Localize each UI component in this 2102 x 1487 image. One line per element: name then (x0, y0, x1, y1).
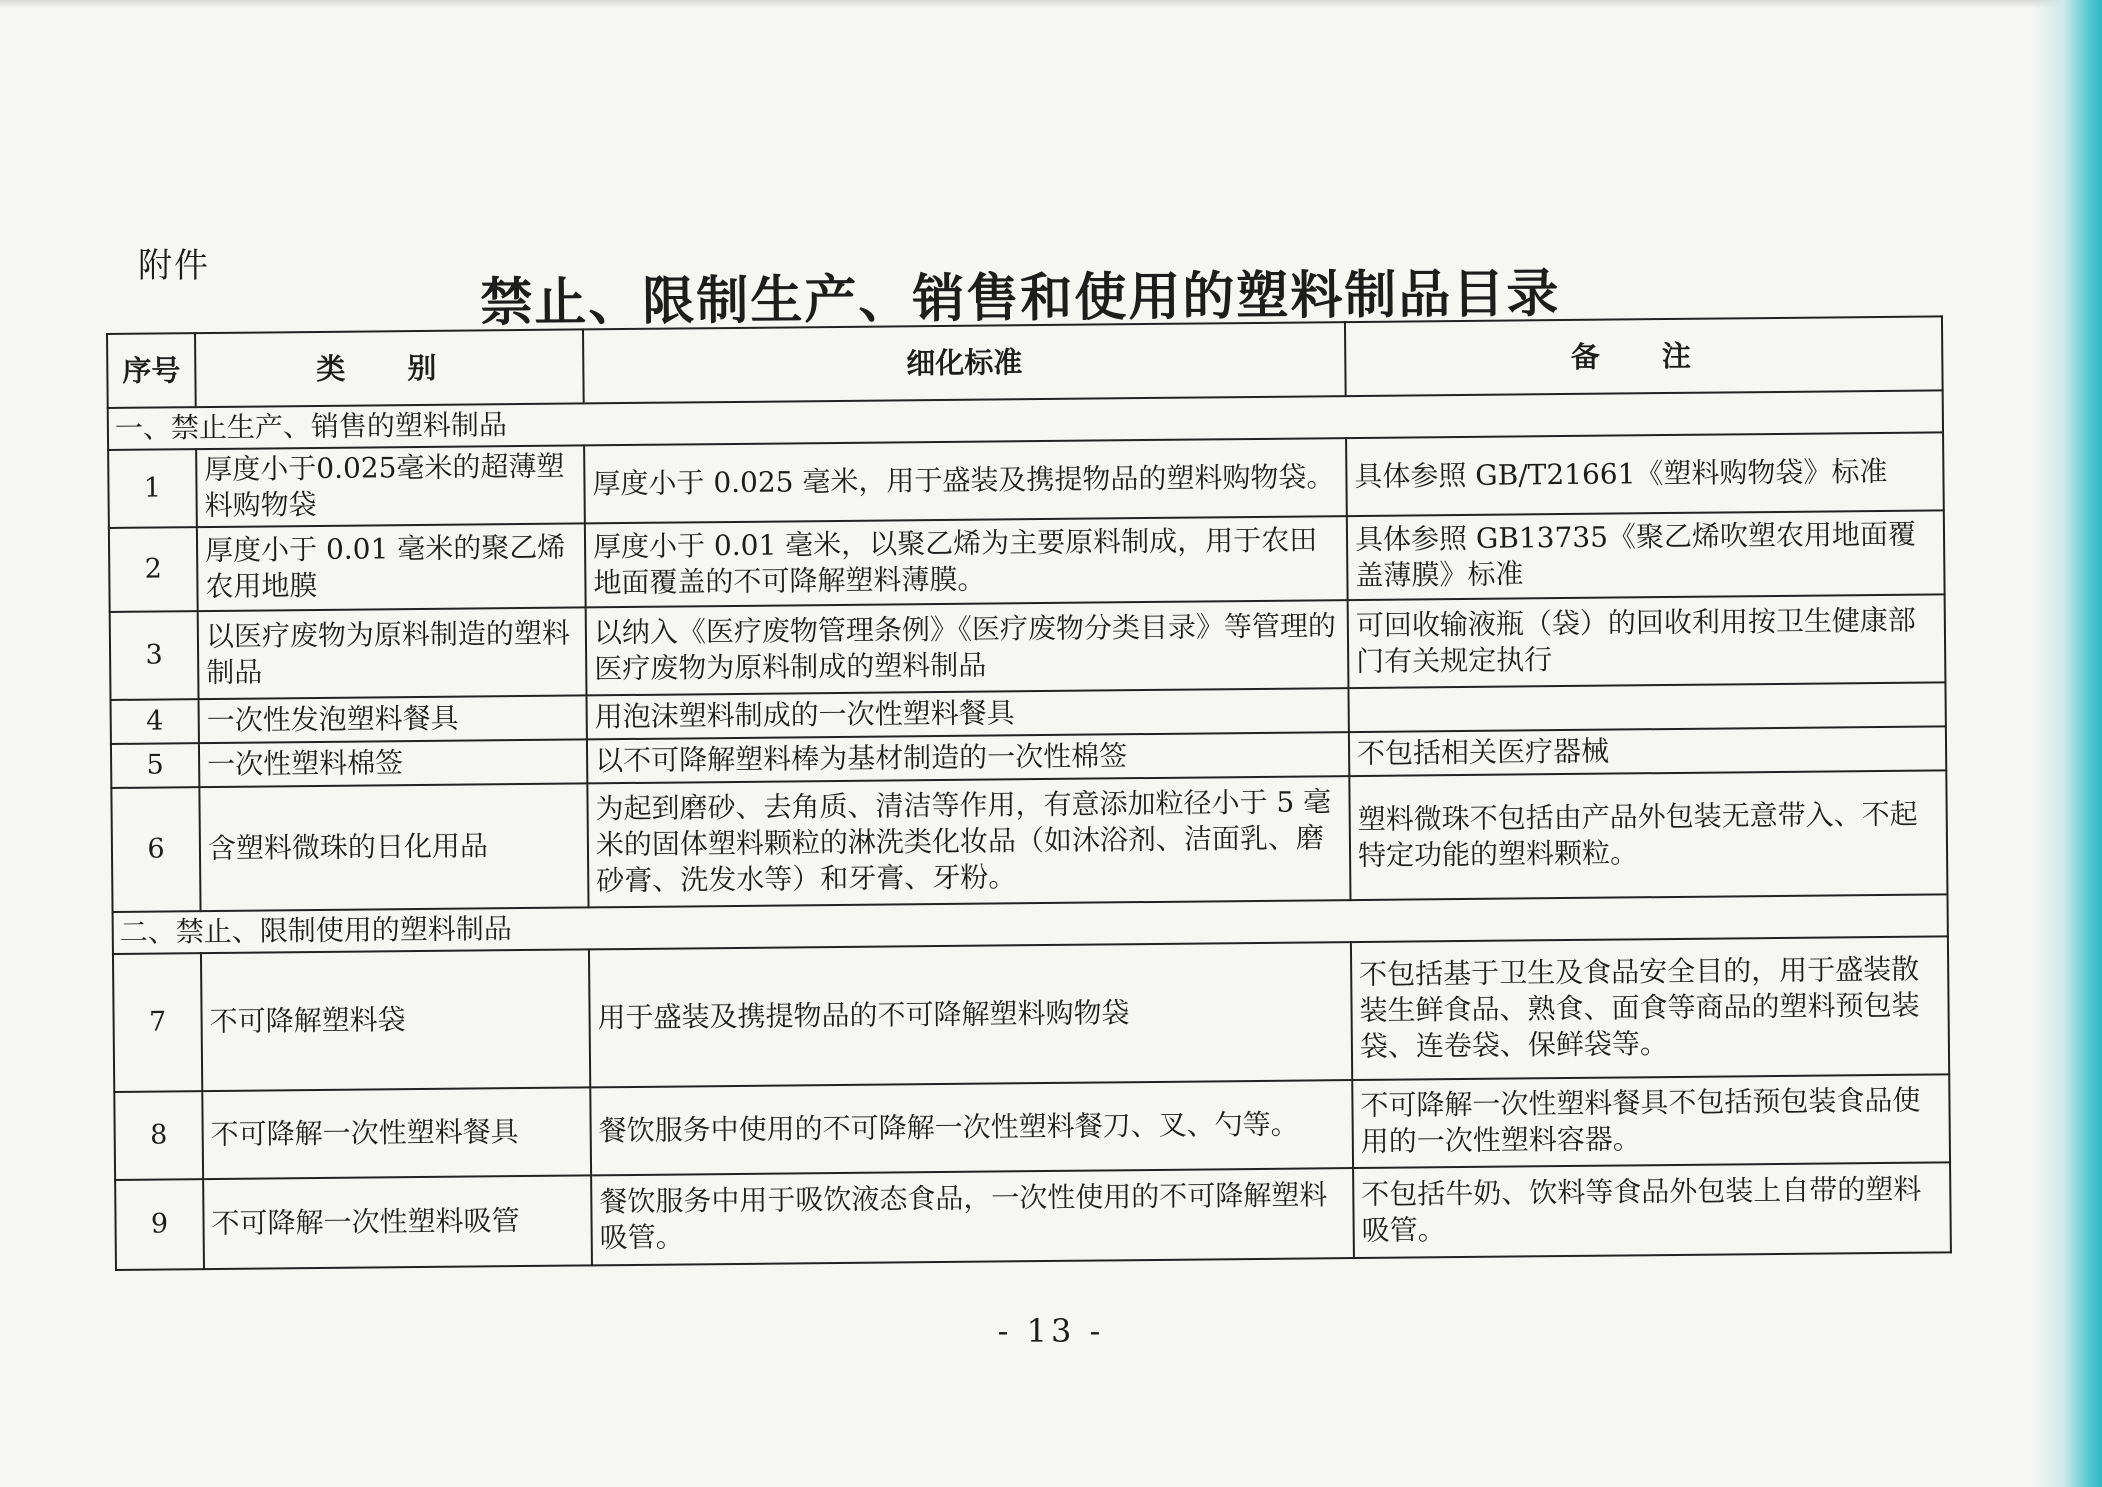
table-row (113, 936, 1949, 1092)
header-category: 类 别 (195, 329, 584, 407)
row-category: 以医疗废物为原料制造的塑料制品 (198, 607, 587, 699)
row-standard: 用泡沫塑料制成的一次性塑料餐具 (587, 688, 1349, 739)
row-number: 5 (111, 743, 199, 788)
header-note: 备 注 (1345, 316, 1943, 396)
row-note: 不可降解一次性塑料餐具不包括预包装食品使用的一次性塑料容器。 (1352, 1074, 1950, 1168)
row-category: 含塑料微珠的日化用品 (199, 783, 588, 911)
attachment-label: 附件 (138, 246, 210, 286)
page-number: - 13 - (997, 1312, 1105, 1350)
table-row (111, 770, 1947, 912)
section-title: 一、禁止生产、销售的塑料制品 (108, 390, 1943, 450)
row-number: 4 (111, 699, 199, 744)
page-title: 禁止、限制生产、销售和使用的塑料制品目录 (480, 264, 1561, 334)
row-standard: 以不可降解塑料棒为基材制造的一次性棉签 (587, 732, 1349, 783)
row-standard: 厚度小于 0.01 毫米，以聚乙烯为主要原料制成，用于农田地面覆盖的不可降解塑料薄膜。 (585, 516, 1348, 607)
row-number: 2 (109, 527, 198, 612)
row-category: 不可降解一次性塑料餐具 (202, 1087, 591, 1179)
row-standard: 用于盛装及携提物品的不可降解塑料购物袋 (589, 942, 1352, 1087)
section-title: 二、禁止、限制使用的塑料制品 (113, 894, 1948, 954)
scan-top-shadow (0, 0, 2102, 8)
row-note: 可回收输液瓶（袋）的回收利用按卫生健康部门有关规定执行 (1348, 594, 1946, 688)
row-note: 塑料微珠不包括由产品外包装无意带入、不起特定功能的塑料颗粒。 (1349, 770, 1947, 900)
header-seq: 序号 (107, 333, 196, 408)
row-standard: 以纳入《医疗废物管理条例》《医疗废物分类目录》等管理的医疗废物为原料制成的塑料制品 (586, 600, 1349, 695)
row-number: 6 (111, 787, 200, 912)
row-number: 3 (110, 611, 199, 700)
row-category: 一次性发泡塑料餐具 (199, 695, 587, 743)
catalog-table-wrapper (106, 315, 1952, 1271)
row-standard: 为起到磨砂、去角质、清洁等作用，有意添加粒径小于 5 毫米的固体塑料颗粒的淋洗类化妆品（如沐浴剂、洁面乳、磨砂膏、洗发水等）和牙膏、牙粉。 (587, 776, 1350, 907)
row-category: 不可降解一次性塑料吸管 (203, 1175, 592, 1269)
table-row (115, 1162, 1951, 1270)
row-note (1348, 682, 1945, 732)
row-note: 具体参照 GB13735《聚乙烯吹塑农用地面覆盖薄膜》标准 (1347, 510, 1945, 600)
row-standard: 厚度小于 0.025 毫米，用于盛装及携提物品的塑料购物袋。 (584, 438, 1347, 523)
row-standard: 餐饮服务中使用的不可降解一次性塑料餐刀、叉、勺等。 (590, 1080, 1353, 1175)
row-category: 厚度小于 0.01 毫米的聚乙烯农用地膜 (197, 523, 586, 611)
header-standard: 细化标准 (583, 322, 1346, 403)
row-number: 1 (108, 449, 197, 528)
row-category: 不可降解塑料袋 (201, 949, 590, 1091)
row-note: 具体参照 GB/T21661《塑料购物袋》标准 (1346, 432, 1944, 516)
row-note: 不包括相关医疗器械 (1349, 726, 1946, 776)
row-standard: 餐饮服务中用于吸饮液态食品，一次性使用的不可降解塑料吸管。 (591, 1168, 1354, 1265)
catalog-table (106, 315, 1952, 1271)
row-note: 不包括基于卫生及食品安全目的，用于盛装散装生鲜食品、熟食、面食等商品的塑料预包装袋、连卷袋、保鲜袋等。 (1351, 936, 1949, 1080)
row-number: 7 (113, 953, 202, 1092)
row-number: 9 (115, 1179, 204, 1270)
row-category: 一次性塑料棉签 (199, 739, 587, 787)
row-category: 厚度小于0.025毫米的超薄塑料购物袋 (196, 445, 585, 527)
scan-edge-color (2032, 0, 2102, 1487)
row-number: 8 (114, 1091, 203, 1180)
row-note: 不包括牛奶、饮料等食品外包装上自带的塑料吸管。 (1353, 1162, 1951, 1258)
